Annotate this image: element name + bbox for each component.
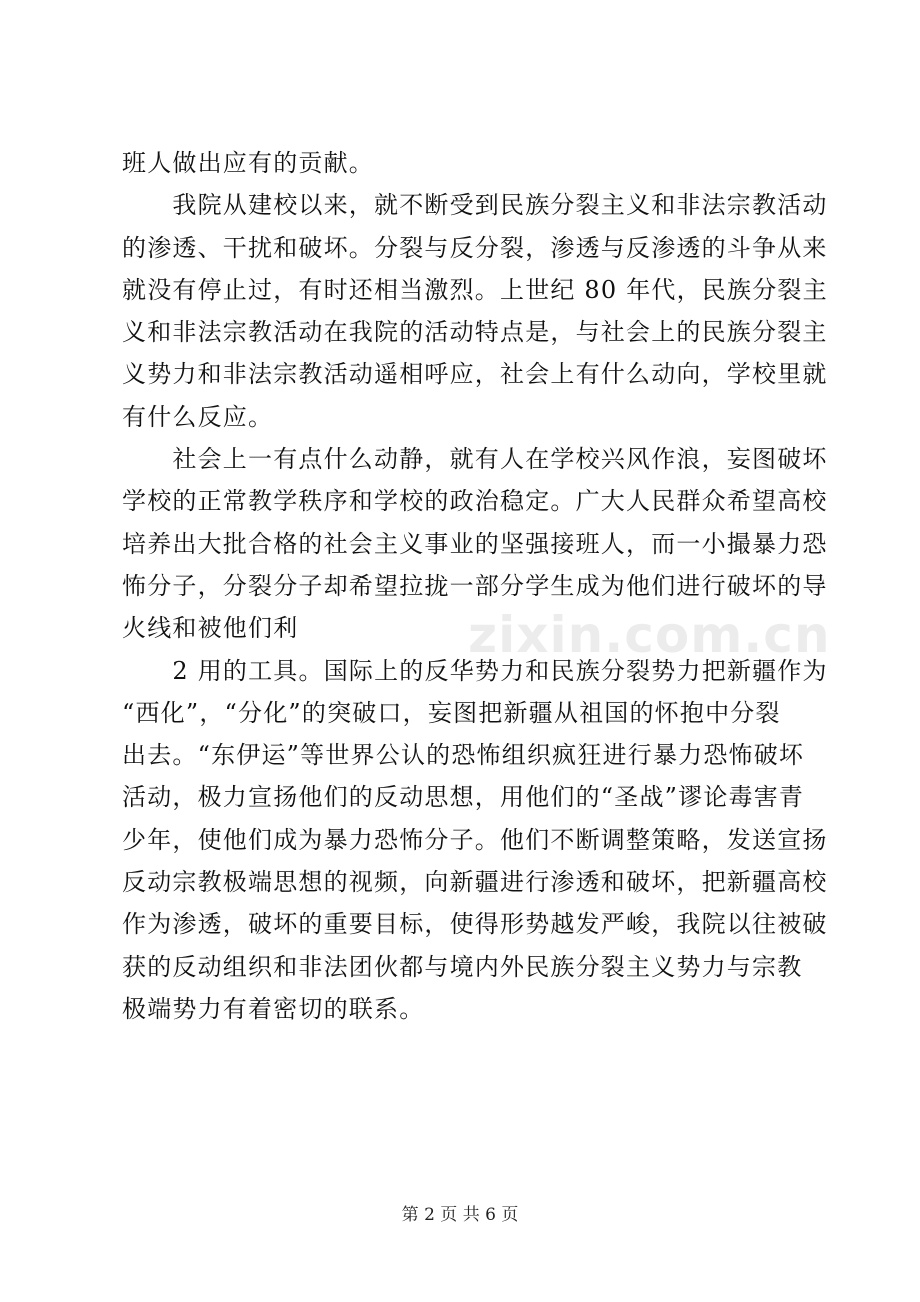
text-line: 培养出大批合格的社会主义事业的坚强接班人，而一小撮暴力恐 [122,529,828,558]
text-line: 活动，极力宣扬他们的反动思想，用他们的“圣战”谬论毒害青 [122,783,805,812]
page-footer: 第 2 页 共 6 页 [401,1205,519,1225]
text-line: 获的反动组织和非法团伙都与境内外民族分裂主义势力与宗教 [122,952,803,981]
text-line: 反动宗教极端思想的视频，向新疆进行渗透和破坏，把新疆高校 [122,868,828,897]
text-line: 我院从建校以来，就不断受到民族分裂主义和非法宗教活动 [122,191,828,220]
text-line: 班人做出应有的贡献。 [122,149,374,177]
text-line: 少年，使他们成为暴力恐怖分子。他们不断调整策略，发送宣扬 [122,825,828,854]
text-line: 义势力和非法宗教活动遥相呼应，社会上有什么动向，学校里就 [122,360,828,389]
watermark: zixin.com.cn [468,606,831,664]
text-line: 义和非法宗教活动在我院的活动特点是，与社会上的民族分裂主 [122,318,828,347]
text-line: 怖分子，分裂分子却希望拉拢一部分学生成为他们进行破坏的导 [122,571,828,600]
text-line: 就没有停止过，有时还相当激烈。上世纪 80 年代，民族分裂主 [122,275,828,304]
text-line: 有什么反应。 [122,402,274,431]
text-line: 2 用的工具。国际上的反华势力和民族分裂势力把新疆作为 [122,656,828,685]
text-line: “西化”，“分化”的突破口，妄图把新疆从祖国的怀抱中分裂 [122,698,781,727]
text-line: 火线和被他们利 [122,614,299,643]
text-line: 作为渗透，破坏的重要目标，使得形势越发严峻，我院以往被破 [122,910,828,939]
text-line: 学校的正常教学秩序和学校的政治稳定。广大人民群众希望高校 [122,487,828,516]
text-line: 社会上一有点什么动静，就有人在学校兴风作浪，妄图破坏 [122,445,828,474]
text-line: 极端势力有着密切的联系。 [122,994,425,1023]
text-line: 出去。“东伊运”等世界公认的恐怖组织疯狂进行暴力恐怖破坏 [122,741,805,770]
text-line: 的渗透、干扰和破坏。分裂与反分裂，渗透与反渗透的斗争从来 [122,233,828,262]
document-body [122,142,828,1030]
